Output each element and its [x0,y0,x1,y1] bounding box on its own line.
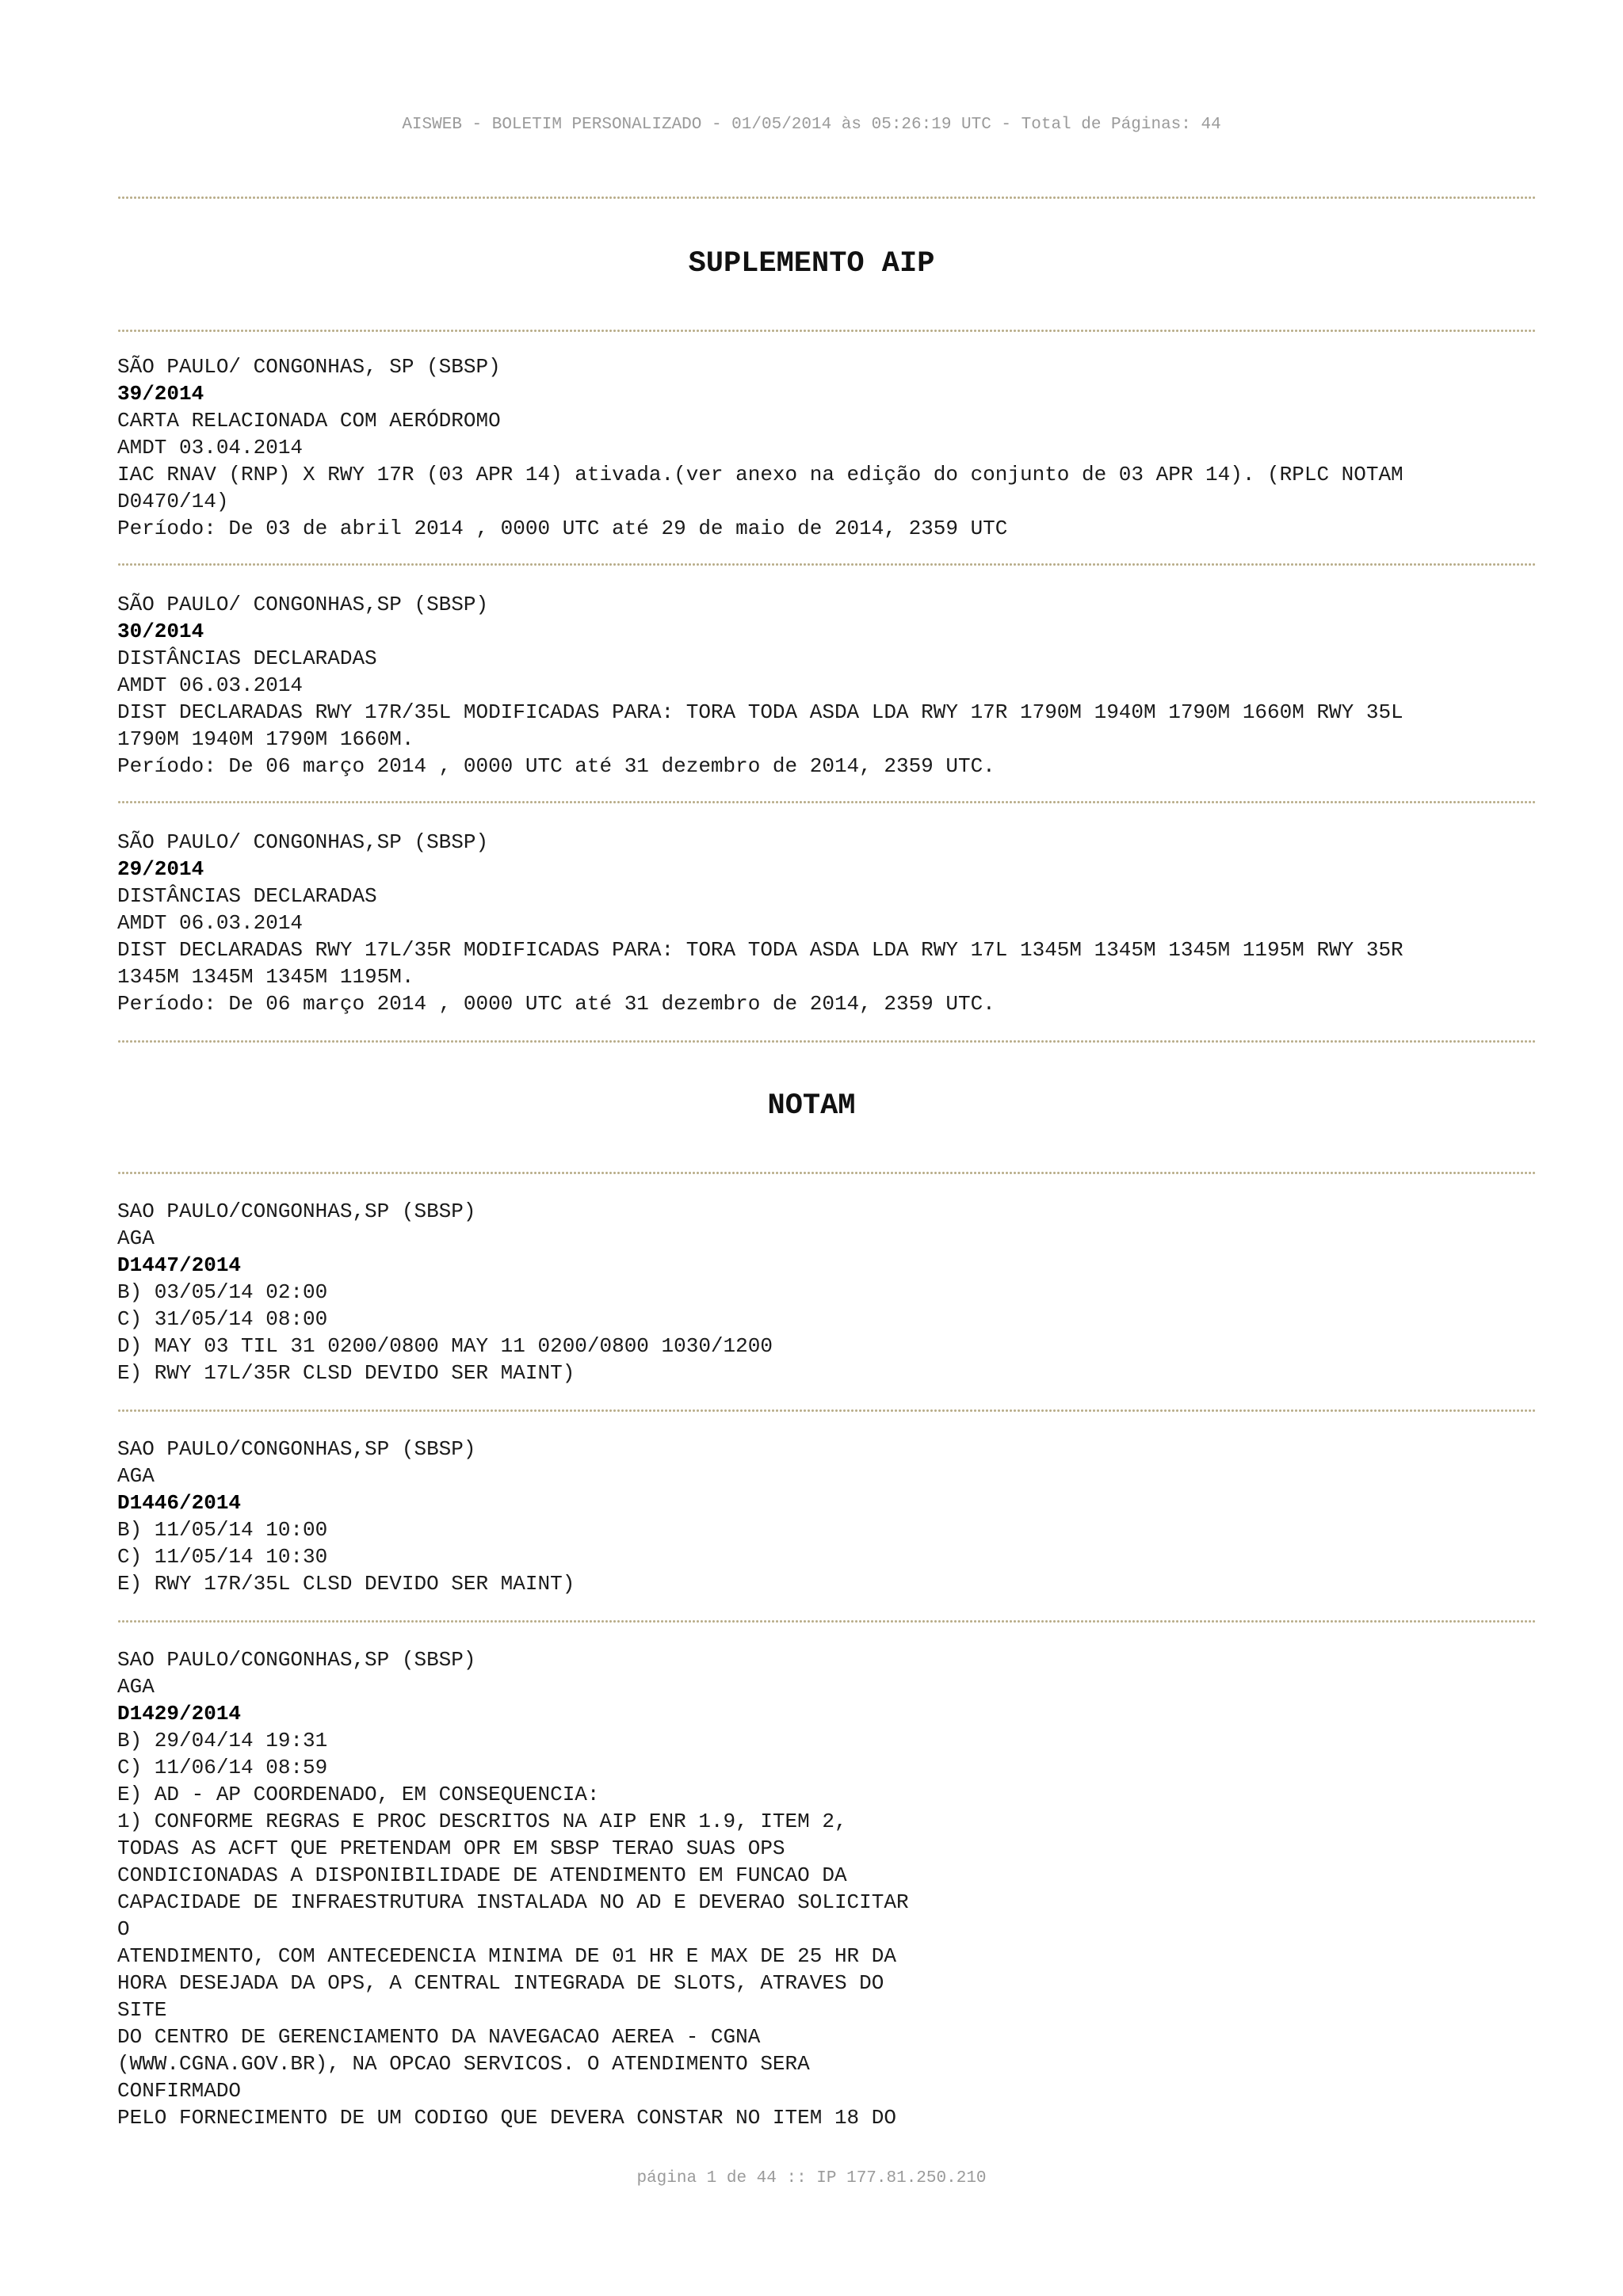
entry-number: D1446/2014 [117,1491,242,1515]
entry-number: 30/2014 [117,620,204,643]
entry-line: SAO PAULO/CONGONHAS,SP (SBSP) [117,1437,476,1461]
entry-line: HORA DESEJADA DA OPS, A CENTRAL INTEGRADA DE SLOTS, ATRAVES DO [117,1971,884,1995]
separator [117,1409,1536,1417]
entry-line: O [117,1917,130,1941]
section-title-suplemento: SUPLEMENTO AIP [688,247,935,280]
entry-line: AMDT 06.03.2014 [117,911,304,935]
separator [117,329,1536,337]
entry-line: C) 11/06/14 08:59 [117,1756,328,1779]
suplemento-entry [117,353,1544,542]
separator [117,1171,1536,1179]
entry-line: AGA [117,1464,155,1488]
entry-line: (WWW.CGNA.GOV.BR), NA OPCAO SERVICOS. O ATENDIMENTO SERA [117,2052,810,2076]
entry-line: DIST DECLARADAS RWY 17L/35R MODIFICADAS PARA: TORA TODA ASDA LDA RWY 17L 1345M 1345M 1345M 1195M RWY 35R [117,938,1403,962]
separator [117,1039,1536,1047]
notam-entry [117,1198,1544,1386]
entry-line: CARTA RELACIONADA COM AERÓDROMO [117,409,501,433]
suplemento-entry [117,591,1544,780]
section-title-notam: NOTAM [767,1089,856,1123]
entry-line: DISTÂNCIAS DECLARADAS [117,646,377,670]
entry-line: CONDICIONADAS A DISPONIBILIDADE DE ATENDIMENTO EM FUNCAO DA [117,1863,847,1887]
entry-line: Período: De 06 março 2014 , 0000 UTC até 31 dezembro de 2014, 2359 UTC. [117,992,995,1016]
entry-line: SÃO PAULO/ CONGONHAS,SP (SBSP) [117,830,489,854]
entry-line: IAC RNAV (RNP) X RWY 17R (03 APR 14) ativada.(ver anexo na edição do conjunto de 03 APR 14). (RPLC NOTAM [117,463,1403,486]
entry-line: AMDT 06.03.2014 [117,673,304,697]
entry-number: 29/2014 [117,857,204,881]
separator [117,563,1536,570]
entry-line: Período: De 03 de abril 2014 , 0000 UTC até 29 de maio de 2014, 2359 UTC [117,517,1008,540]
entry-line: SÃO PAULO/ CONGONHAS,SP (SBSP) [117,593,489,616]
entry-line: AGA [117,1675,155,1699]
notam-entry [117,1646,1544,2131]
entry-line: Período: De 06 março 2014 , 0000 UTC até 31 dezembro de 2014, 2359 UTC. [117,754,995,778]
entry-line: E) RWY 17L/35R CLSD DEVIDO SER MAINT) [117,1361,575,1385]
separator [117,196,1536,204]
entry-line: DO CENTRO DE GERENCIAMENTO DA NAVEGACAO AEREA - CGNA [117,2025,761,2049]
entry-line: DIST DECLARADAS RWY 17R/35L MODIFICADAS PARA: TORA TODA ASDA LDA RWY 17R 1790M 1940M 1790M 1660M RWY 35L [117,700,1403,724]
separator [117,1619,1536,1627]
entry-line: AMDT 03.04.2014 [117,436,304,460]
entry-line: 1) CONFORME REGRAS E PROC DESCRITOS NA AIP ENR 1.9, ITEM 2, [117,1810,847,1833]
entry-line: C) 31/05/14 08:00 [117,1307,328,1331]
entry-line: B) 29/04/14 19:31 [117,1729,328,1753]
entry-line: CONFIRMADO [117,2079,242,2103]
entry-line: E) AD - AP COORDENADO, EM CONSEQUENCIA: [117,1783,600,1806]
entry-line: D0470/14) [117,490,229,513]
separator [117,800,1536,808]
suplemento-entry [117,829,1544,1017]
entry-line: 1790M 1940M 1790M 1660M. [117,727,414,751]
entry-line: D) MAY 03 TIL 31 0200/0800 MAY 11 0200/0800 1030/1200 [117,1334,773,1358]
entry-line: B) 11/05/14 10:00 [117,1518,328,1542]
entry-line: SÃO PAULO/ CONGONHAS, SP (SBSP) [117,355,501,379]
entry-line: CAPACIDADE DE INFRAESTRUTURA INSTALADA NO AD E DEVERAO SOLICITAR [117,1890,909,1914]
entry-line: DISTÂNCIAS DECLARADAS [117,884,377,908]
entry-line: B) 03/05/14 02:00 [117,1280,328,1304]
entry-line: PELO FORNECIMENTO DE UM CODIGO QUE DEVERA CONSTAR NO ITEM 18 DO [117,2106,896,2130]
entry-line: C) 11/05/14 10:30 [117,1545,328,1569]
entry-line: SITE [117,1998,167,2022]
entry-number: 39/2014 [117,382,204,406]
entry-line: SAO PAULO/CONGONHAS,SP (SBSP) [117,1648,476,1672]
notam-entry [117,1436,1544,1597]
entry-line: SAO PAULO/CONGONHAS,SP (SBSP) [117,1199,476,1223]
entry-line: AGA [117,1226,155,1250]
entry-line: ATENDIMENTO, COM ANTECEDENCIA MINIMA DE 01 HR E MAX DE 25 HR DA [117,1944,896,1968]
page-header: AISWEB - BOLETIM PERSONALIZADO - 01/05/2014 às 05:26:19 UTC - Total de Páginas: 44 [402,116,1221,134]
entry-line: TODAS AS ACFT QUE PRETENDAM OPR EM SBSP TERAO SUAS OPS [117,1836,785,1860]
entry-line: 1345M 1345M 1345M 1195M. [117,965,414,989]
page-footer: página 1 de 44 :: IP 177.81.250.210 [636,2169,987,2187]
entry-line: E) RWY 17R/35L CLSD DEVIDO SER MAINT) [117,1572,575,1596]
entry-number: D1447/2014 [117,1253,242,1277]
entry-number: D1429/2014 [117,1702,242,1726]
